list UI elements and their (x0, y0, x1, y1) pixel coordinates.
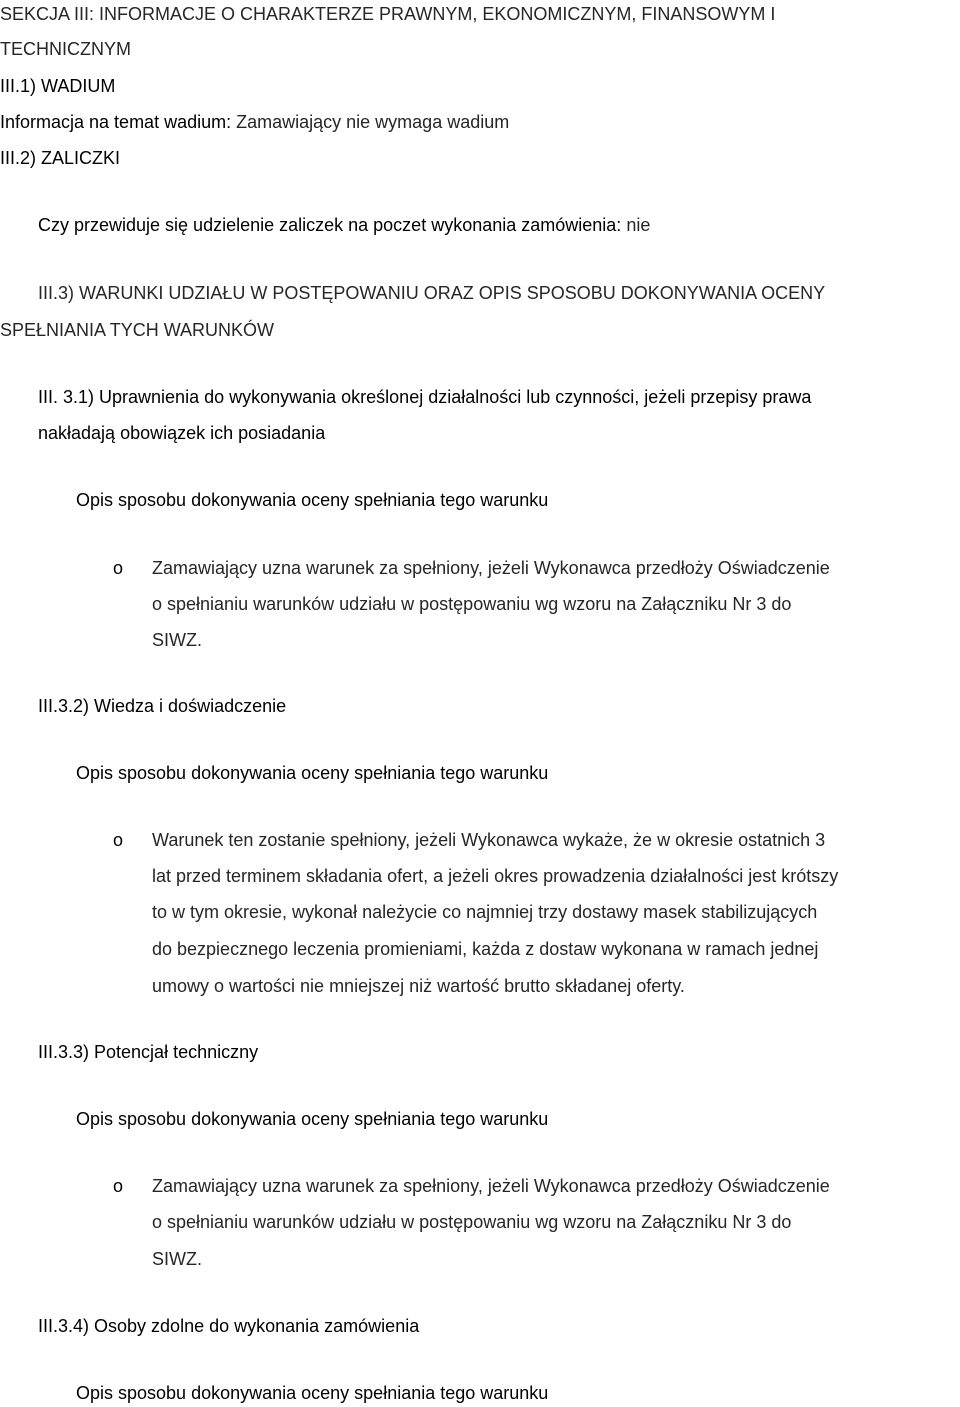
section-heading-line2: TECHNICZNYM (0, 39, 131, 59)
item2-line-5: umowy o wartości nie mniejszej niż wartość brutto składanej oferty. (152, 976, 685, 996)
item2-heading: III.3.2) Wiedza i doświadczenie (38, 696, 287, 716)
item3-line-3: SIWZ. (152, 1249, 202, 1269)
warunki-heading-line2: SPEŁNIANIA TYCH WARUNKÓW (0, 320, 275, 340)
item3-heading: III.3.3) Potencjał techniczny (38, 1042, 259, 1062)
item2-opis: Opis sposobu dokonywania oceny spełniania tego warunku (76, 763, 549, 783)
wadium-value: Zamawiający nie wymaga wadium (236, 112, 510, 132)
item2-line-1: Warunek ten zostanie spełniony, jeżeli Wykonawca wykaże, że w okresie ostatnich 3 (152, 830, 826, 850)
item1-line-1: Zamawiający uzna warunek za spełniony, jeżeli Wykonawca przedłoży Oświadczenie (152, 558, 830, 578)
item1-heading-line2: nakładają obowiązek ich posiadania (38, 423, 326, 443)
item1-opis: Opis sposobu dokonywania oceny spełniania tego warunku (76, 490, 549, 510)
item3-bullet: o (113, 1176, 124, 1196)
wadium-label: Informacja na temat wadium: (0, 112, 232, 132)
item1-line-2: o spełnianiu warunków udziału w postępowaniu wg wzoru na Załączniku Nr 3 do (152, 594, 792, 614)
zaliczki-question: Czy przewiduje się udzielenie zaliczek na poczet wykonania zamówienia: (38, 215, 622, 235)
item3-opis: Opis sposobu dokonywania oceny spełniania tego warunku (76, 1109, 549, 1129)
item2-bullet: o (113, 830, 124, 850)
wadium-heading: III.1) WADIUM (0, 76, 116, 96)
zaliczki-heading: III.2) ZALICZKI (0, 148, 121, 168)
wadium-info (0, 111, 509, 133)
item1-line-3: SIWZ. (152, 630, 202, 650)
item2-line-2: lat przed terminem składania ofert, a jeżeli okres prowadzenia działalności jest krótszy (152, 866, 839, 886)
item2-line-4: do bezpiecznego leczenia promieniami, każda z dostaw wykonana w ramach jednej (152, 939, 819, 959)
item3-line-2: o spełnianiu warunków udziału w postępowaniu wg wzoru na Załączniku Nr 3 do (152, 1212, 792, 1232)
item2-line-3: to w tym okresie, wykonał należycie co najmniej trzy dostawy masek stabilizujących (152, 902, 818, 922)
zaliczki-answer: nie (626, 215, 651, 235)
item1-heading-line1: III. 3.1) Uprawnienia do wykonywania określonej działalności lub czynności, jeżeli przepisy prawa (38, 387, 812, 407)
item3-line-1: Zamawiający uzna warunek za spełniony, jeżeli Wykonawca przedłoży Oświadczenie (152, 1176, 830, 1196)
zaliczki-question-row (38, 214, 650, 236)
warunki-heading-line1: III.3) WARUNKI UDZIAŁU W POSTĘPOWANIU ORAZ OPIS SPOSOBU DOKONYWANIA OCENY (38, 283, 826, 303)
item4-heading: III.3.4) Osoby zdolne do wykonania zamówienia (38, 1316, 420, 1336)
item4-opis: Opis sposobu dokonywania oceny spełniania tego warunku (76, 1383, 549, 1403)
item1-bullet: o (113, 558, 124, 578)
section-heading-line1: SEKCJA III: INFORMACJE O CHARAKTERZE PRAWNYM, EKONOMICZNYM, FINANSOWYM I (0, 4, 776, 24)
